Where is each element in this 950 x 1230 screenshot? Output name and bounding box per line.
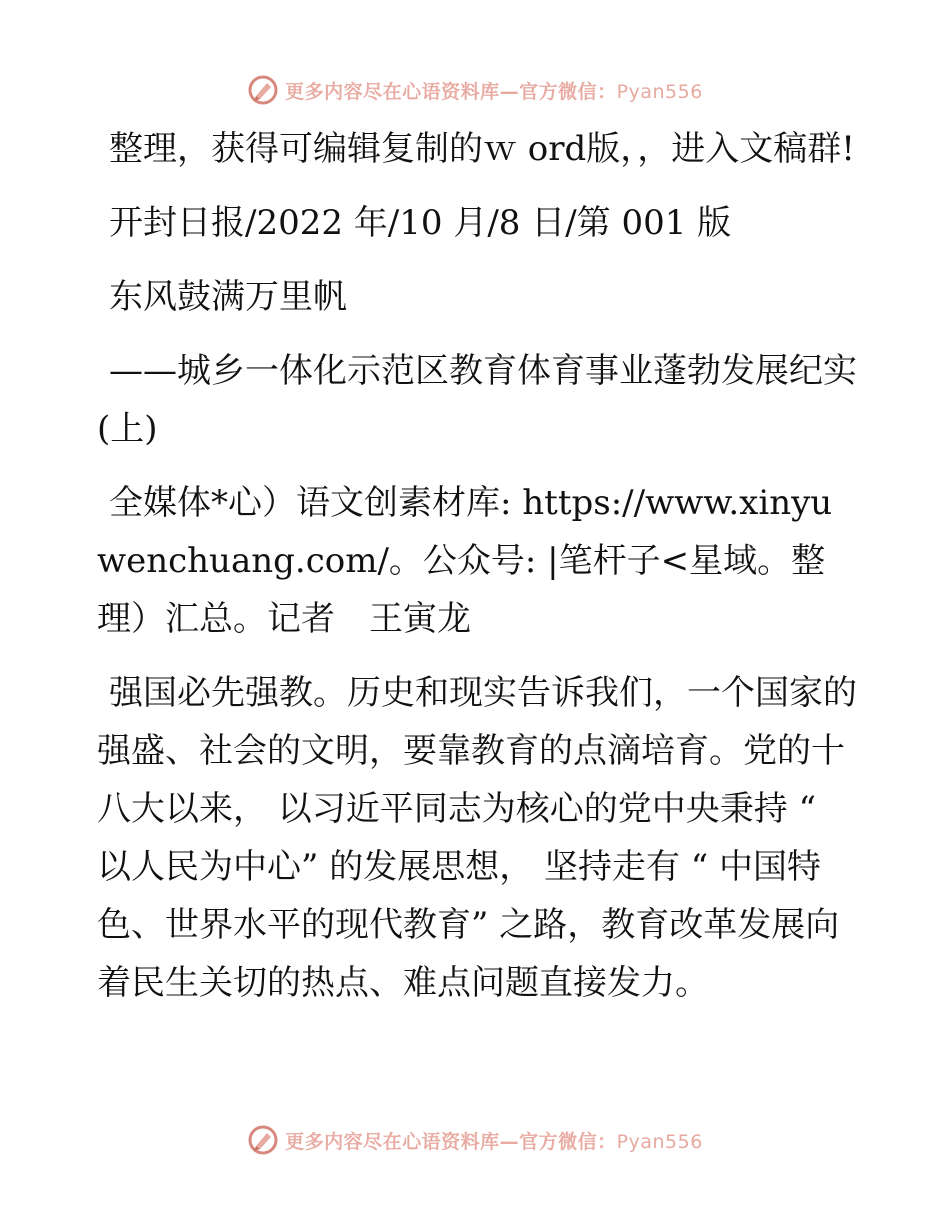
wechat-id: Pyan556 [616, 1130, 703, 1153]
paragraph-byline: 全媒体*心）语文创素材库: https://www.xinyuwenchuang.com/。公众号: |笔杆子<星域。整理）汇总。记者 王寅龙 [97, 483, 833, 639]
paragraph-intro: 整理，获得可编辑复制的ｗ ord版，，进入文稿群! [109, 129, 855, 169]
footer-banner [0, 1120, 950, 1160]
article-title: 东风鼓满万里帆 [109, 277, 347, 317]
document-body [97, 120, 857, 1028]
paragraph-source: 开封日报/2022 年/10 月/8 日/第 001 版 [109, 203, 732, 243]
wechat-id: Pyan556 [616, 80, 703, 103]
banner-text: 更多内容尽在心语资料库—官方微信：Pyan556 [285, 1130, 703, 1153]
header-banner [0, 70, 950, 110]
article-subtitle: ——城乡一体化示范区教育体育事业蓬勃发展纪实(上) [97, 351, 857, 449]
paragraph-body: 强国必先强教。历史和现实告诉我们，一个国家的强盛、社会的文明，要靠教育的点滴培育。党的十八大以来， 以习近平同志为核心的党中央秉持 “ 以人民为中心” 的发展思想， 坚持走有 “ 中国特色、世界水平的现代教育” 之路，教育改革发展向着民生关切的热点、难点问题直接发力。 [97, 673, 857, 1003]
banner-text: 更多内容尽在心语资料库—官方微信：Pyan556 [285, 80, 703, 103]
logo-icon [247, 74, 279, 106]
logo-icon [247, 1124, 279, 1156]
